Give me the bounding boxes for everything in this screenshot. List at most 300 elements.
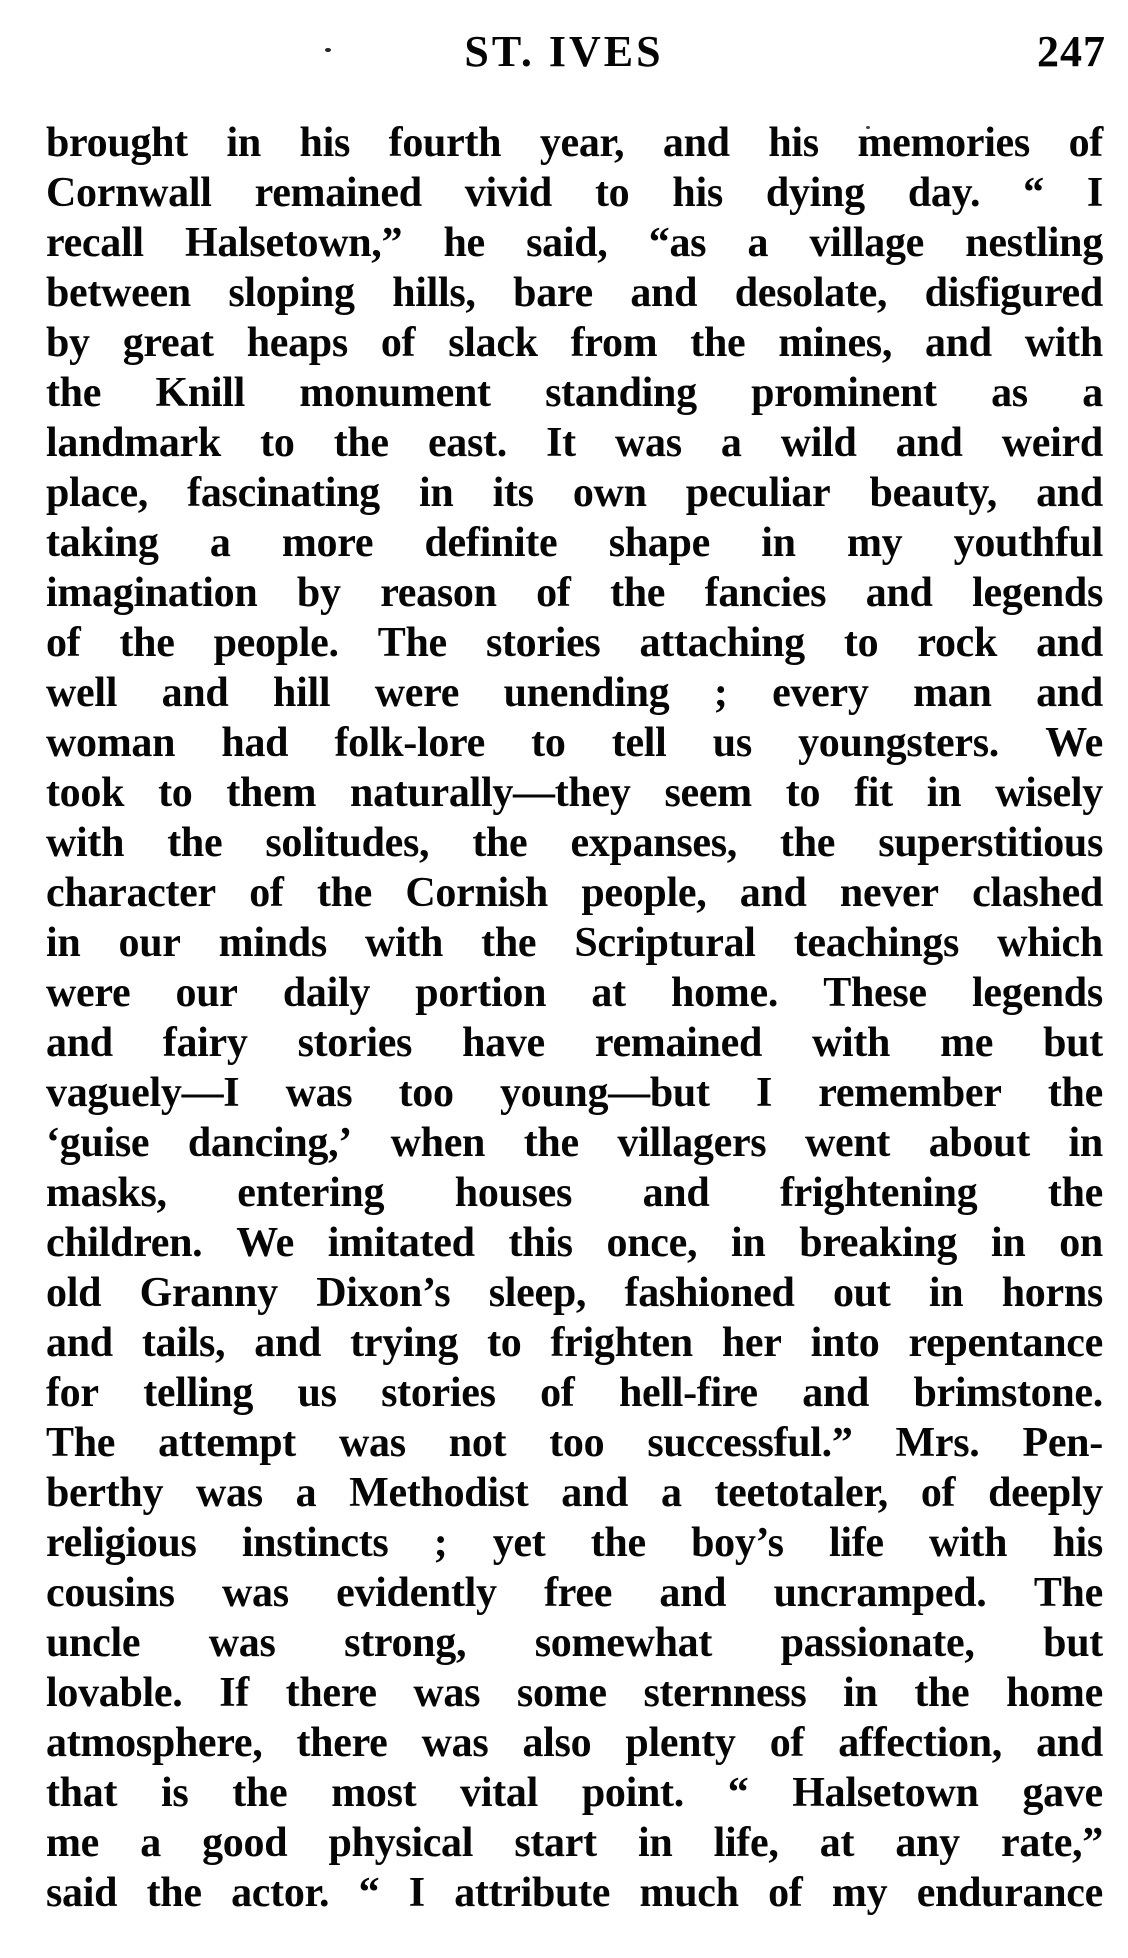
page-number: 247 [1037,27,1106,76]
word: folk-lore [334,720,485,766]
word: fancies [704,570,827,616]
word: attaching [639,620,805,666]
word: yet [492,1520,546,1566]
word: remained [254,170,422,216]
word: the [523,1120,579,1166]
word: evidently [336,1570,497,1616]
word: reason [380,570,497,616]
word: east. [427,420,507,466]
word: took [46,770,125,816]
word: landmark [46,420,221,466]
word: These [823,970,927,1016]
text-line [46,1718,1103,1768]
word: the [167,820,223,866]
word: the [610,570,666,616]
word: there [296,1720,388,1766]
word: wisely [995,770,1103,816]
word: repentance [908,1320,1103,1366]
word: vaguely—I [46,1070,240,1116]
word: was [421,1720,489,1766]
word: superstitious [878,820,1103,866]
text-line [46,768,1103,818]
word: recall [46,220,144,266]
text-line [46,1018,1103,1068]
text-line [46,1318,1103,1368]
word: once, [606,1220,698,1266]
word: the [780,820,836,866]
word: Pen- [1022,1420,1103,1466]
word: and [46,1320,113,1366]
word: in [419,470,454,516]
word: houses [454,1170,573,1216]
word: weird [1001,420,1103,466]
word: place, [46,470,149,516]
word: brimstone. [913,1370,1103,1416]
word: lovable. [46,1670,183,1716]
text-line [46,1818,1103,1868]
word: a [660,1470,682,1516]
word: The [377,620,447,666]
word: to [487,1320,522,1366]
word: have [462,1020,545,1066]
word: uncramped. [773,1570,987,1616]
word: definite [424,520,558,566]
word: to [843,620,879,666]
word: gave [1022,1770,1103,1816]
word: and [1036,470,1103,516]
word: successful.” [647,1420,853,1466]
word: his [768,120,819,166]
word: solitudes, [265,820,430,866]
running-head [0,26,1128,76]
word: remained [594,1020,762,1066]
word: stories [485,620,601,666]
word: my [831,1870,888,1916]
word: the [146,1870,202,1916]
word: the [119,620,175,666]
word: stories [297,1020,413,1066]
word: us [297,1370,337,1416]
word: plenty [625,1720,736,1766]
text-line [46,118,1103,168]
word: his [299,120,351,166]
word: with [1024,320,1103,366]
word: instincts [241,1520,389,1566]
word: the [590,1520,646,1566]
word: was [196,1470,263,1516]
word: day. [907,170,981,216]
word: tell [611,720,667,766]
word: fashioned [624,1270,795,1316]
word: “ [358,1870,380,1916]
word: Cornish [405,870,548,916]
word: physical [328,1820,474,1866]
word: on [1059,1220,1103,1266]
word: a [1082,370,1103,416]
text-line [46,1218,1103,1268]
word: them [226,770,317,816]
word: dancing,’ [187,1120,352,1166]
word: a [209,520,231,566]
word: and [254,1320,322,1366]
word: and [642,1170,710,1216]
word: teetotaler, [714,1470,889,1516]
word: with [364,920,444,966]
word: shape [608,520,710,566]
word: in [926,770,962,816]
word: naturally—they [350,770,631,816]
word: any [895,1820,960,1866]
word: also [522,1720,592,1766]
word: endurance [916,1870,1103,1916]
word: nestling [965,220,1103,266]
word: hills, [392,270,476,316]
text-line [46,1568,1103,1618]
word: “ [727,1770,749,1816]
text-line [46,1118,1103,1168]
word: had [221,720,289,766]
text-line [46,568,1103,618]
text-line [46,1368,1103,1418]
word: a [295,1470,317,1516]
word: and [662,120,730,166]
word: out [832,1270,891,1316]
word: life, [713,1820,779,1866]
word: home. [671,970,779,1016]
word: ‘guise [46,1120,150,1166]
word: attempt [158,1420,296,1466]
text-line [46,1518,1103,1568]
word: hill [273,670,331,716]
word: to [260,420,295,466]
word: were [46,970,131,1016]
word: but [1043,1620,1103,1666]
word: a [720,420,742,466]
word: by [46,320,90,366]
word: prominent [751,370,937,416]
word: man [913,670,992,716]
word: me [940,1020,994,1066]
word: which [997,920,1103,966]
word: imagination [46,570,258,616]
word: with [46,820,125,866]
word: of [380,320,416,366]
text-line [46,918,1103,968]
word: cousins [46,1570,175,1616]
word: entering [237,1170,385,1216]
text-line [46,268,1103,318]
word: desolate, [734,270,888,316]
word: Dixon’s [316,1270,451,1316]
word: when [390,1120,486,1166]
word: free [544,1570,613,1616]
word: the [1047,1070,1103,1116]
word: character [46,870,216,916]
word: there [285,1670,377,1716]
word: at [591,970,626,1016]
word: rock [917,620,998,666]
word: said [46,1870,118,1916]
word: the [46,370,102,416]
word: “ [1023,170,1044,216]
text-line [46,818,1103,868]
word: in [843,1670,878,1716]
word: Granny [139,1270,278,1316]
text-line [46,1168,1103,1218]
word: never [839,870,939,916]
word: and [865,570,933,616]
word: Mrs. [895,1420,980,1466]
word: a [747,220,769,266]
word: was [285,1070,353,1116]
word: every [772,670,869,716]
word: I [408,1870,425,1916]
page-text [46,118,1103,1918]
word: children. [46,1220,203,1266]
word: our [175,970,238,1016]
text-line [46,868,1103,918]
word: to [531,720,566,766]
word: the [914,1670,970,1716]
word: vivid [464,170,552,216]
word: the [333,420,389,466]
word: was [413,1670,481,1716]
word: and [659,1570,727,1616]
word: of [536,570,571,616]
word: dying [765,170,865,216]
word: The [1033,1570,1103,1616]
word: the [481,920,537,966]
word: vital [460,1770,538,1816]
word: and [561,1470,629,1516]
word: of [249,870,284,916]
word: brought [46,120,188,166]
word: village [809,220,925,266]
word: somewhat [534,1620,713,1666]
word: passionate, [780,1620,975,1666]
word: own [572,470,647,516]
word: us [712,720,752,766]
word: woman [46,720,176,766]
word: start [514,1820,597,1866]
word: minds [218,920,327,966]
word: clashed [972,870,1103,916]
word: Knill [155,370,246,416]
word: heaps [246,320,348,366]
word: the [316,870,373,916]
text-line [46,1418,1103,1468]
word: affection, [838,1720,1002,1766]
word: taking [46,520,159,566]
word: were [374,670,460,716]
word: sternness [643,1670,807,1716]
word: year, [539,120,625,166]
word: was [614,420,682,466]
word: point. [581,1770,684,1816]
word: most [331,1770,417,1816]
word: Scriptural [574,920,756,966]
word: and [802,1370,870,1416]
word: rate,” [1000,1820,1103,1866]
word: life [828,1520,884,1566]
word: and [895,420,963,466]
word: in [46,920,81,966]
word: Halsetown,” [184,220,403,266]
word: was [208,1620,276,1666]
word: imitated [327,1220,475,1266]
word: sleep, [488,1270,587,1316]
word: atmosphere, [46,1720,263,1766]
word: his [672,170,723,216]
word: that [46,1770,118,1816]
word: telling [143,1370,254,1416]
word: Halsetown [792,1770,979,1816]
word: the [232,1770,288,1816]
word: frighten [550,1320,693,1366]
word: legends [972,570,1103,616]
word: deeply [988,1470,1103,1516]
word: legends [971,970,1103,1016]
text-line [46,168,1103,218]
word: We [236,1220,294,1266]
word: Cornwall [46,170,212,216]
text-line [46,1268,1103,1318]
text-line [46,468,1103,518]
word: to [158,770,193,816]
word: with [811,1020,891,1066]
word: remember [818,1070,1002,1116]
word: people. [213,620,339,666]
word: tails, [141,1320,226,1366]
word: too [549,1420,605,1466]
text-line [46,218,1103,268]
word: and [161,670,229,716]
word: into [810,1320,880,1366]
word: religious [46,1520,197,1566]
word: The [46,1420,116,1466]
word: and [46,1020,113,1066]
text-line [46,518,1103,568]
word: fairy [162,1020,248,1066]
word: my [846,520,903,566]
word: slack [448,320,538,366]
word: not [448,1420,507,1466]
text-line [46,1618,1103,1668]
word: of [1068,120,1103,166]
word: youthful [953,520,1103,566]
word: ; [713,670,728,716]
word: this [508,1220,573,1266]
word: too [398,1070,454,1116]
word: the [1047,1170,1103,1216]
word: We [1045,720,1103,766]
word: said, [526,220,608,266]
word: good [202,1820,288,1866]
word: the [690,320,746,366]
word: I [755,1070,772,1116]
word: from [570,320,658,366]
word: old [46,1270,102,1316]
word: attribute [454,1870,611,1916]
word: horns [1001,1270,1103,1316]
word: in [990,1220,1026,1266]
word: he [443,220,485,266]
word: Methodist [349,1470,529,1516]
word: in [761,520,796,566]
word: If [219,1670,249,1716]
word: disfigured [924,270,1103,316]
text-line [46,1868,1103,1918]
text-line [46,1468,1103,1518]
word: expanses, [570,820,737,866]
text-line [46,418,1103,468]
word: people, [581,870,707,916]
word: went [804,1120,891,1166]
word: with [929,1520,1008,1566]
word: in [731,1220,766,1266]
word: much [639,1870,739,1916]
word: well [46,670,118,716]
word: was [338,1420,406,1466]
word: I [1086,170,1103,216]
word: daily [282,970,371,1016]
text-line [46,968,1103,1018]
word: her [721,1320,782,1366]
word: beauty, [869,470,997,516]
text-line [46,318,1103,368]
word: as [991,370,1028,416]
word: me [46,1820,100,1866]
text-line [46,1668,1103,1718]
word: boy’s [691,1520,784,1566]
word: a [140,1820,161,1866]
word: unending [503,670,670,716]
word: youngsters. [798,720,999,766]
word: its [492,470,534,516]
word: and [1036,620,1103,666]
page-title: ST. IVES [464,27,664,76]
word: and [1036,1720,1103,1766]
word: fascinating [187,470,380,516]
word: more [281,520,374,566]
word: in [1068,1120,1103,1166]
word: and [630,270,698,316]
word: by [296,570,341,616]
word: sloping [228,270,355,316]
word: was [221,1570,289,1616]
word: “as [648,220,707,266]
word: for [46,1370,99,1416]
word: mines, [778,320,893,366]
word: the [472,820,528,866]
word: and [1036,670,1103,716]
word: portion [415,970,547,1016]
text-line [46,1768,1103,1818]
text-line [46,1068,1103,1118]
word: seem [664,770,752,816]
word: teachings [793,920,960,966]
word: in [226,120,261,166]
word: berthy [46,1470,164,1516]
word: home [1006,1670,1103,1716]
word: our [118,920,181,966]
text-line [46,718,1103,768]
word: monument [299,370,491,416]
word: and [924,320,992,366]
word: It [546,420,576,466]
word: of [46,620,81,666]
text-line [46,618,1103,668]
